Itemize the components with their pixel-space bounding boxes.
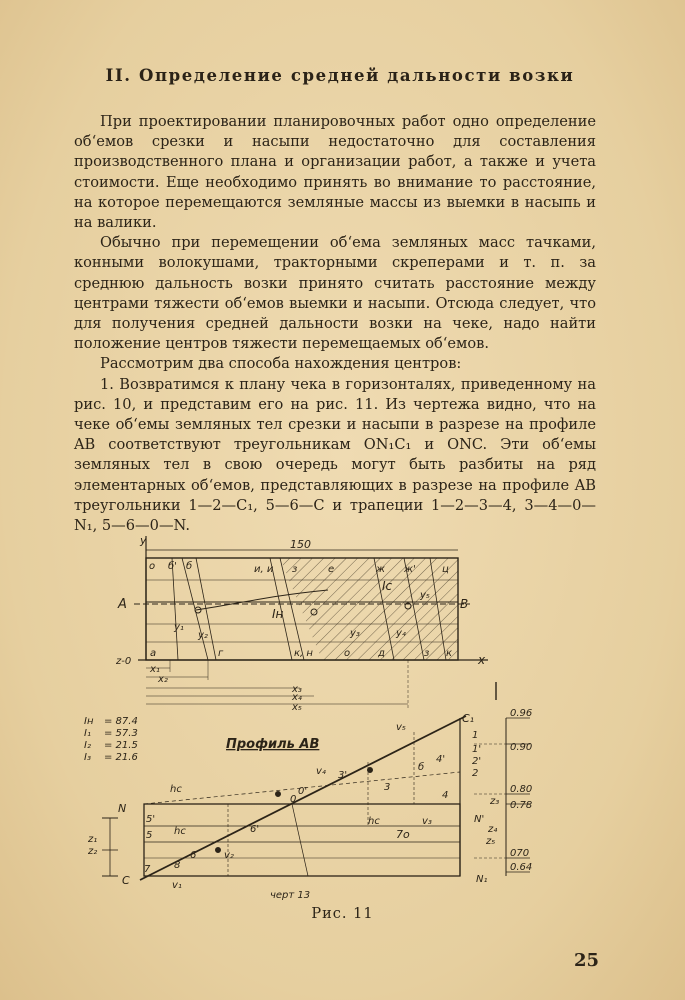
- profile-v4: v₄: [316, 766, 326, 777]
- profile-n1: N₁: [476, 874, 488, 885]
- profile-hc-3: hс: [368, 816, 380, 827]
- profile-z5: z₅: [486, 836, 496, 847]
- plan-in: Iн: [272, 607, 284, 621]
- plan-bottom-a: а: [150, 648, 157, 659]
- profile-hc-2: hс: [174, 826, 186, 837]
- paragraph-3: Рассмотрим два способа нахождения центров:: [100, 355, 462, 373]
- profile-2: 2: [472, 768, 479, 779]
- profile-3: 3: [384, 782, 391, 793]
- plan-x2: x₂: [158, 674, 168, 685]
- legend-key-2: I₂: [84, 740, 91, 751]
- plan-bottom-k: к: [446, 648, 453, 659]
- plan-top-zh: ж: [376, 564, 386, 575]
- profile-title: Профиль AB: [226, 737, 320, 752]
- plan-x3: x₃: [292, 684, 302, 695]
- body-text: [74, 112, 596, 536]
- profile-4: 4: [442, 790, 449, 801]
- profile-v5: v₅: [396, 722, 406, 733]
- plan-top-b1: б': [168, 561, 177, 572]
- page-number: 25: [574, 950, 600, 971]
- profile-1: 1: [472, 730, 479, 741]
- scale-090: 0.90: [510, 742, 533, 753]
- scale-078: 0.78: [510, 800, 533, 811]
- profile-0p: 0': [298, 786, 308, 797]
- plan-axis-y: y: [140, 534, 147, 547]
- profile-v2: v₂: [224, 850, 234, 861]
- plan-top-z: з: [292, 564, 298, 575]
- profile-2p: 2': [472, 756, 482, 767]
- plan-top-o: о: [149, 561, 156, 572]
- profile-z2: z₂: [88, 846, 98, 857]
- profile-hc-1: hc: [170, 784, 182, 795]
- plan-width-label: 150: [290, 538, 311, 551]
- legend-value-1: = 57.3: [104, 728, 138, 739]
- plan-origin: z-0: [116, 656, 132, 667]
- moment-legend: [84, 716, 138, 763]
- plan-bottom-o: о: [344, 648, 351, 659]
- profile-v1: v₁: [172, 880, 182, 891]
- profile-z3: z₃: [490, 796, 500, 807]
- plan-axis-x: x: [478, 653, 486, 667]
- plan-y2: y₂: [198, 630, 208, 641]
- legend-value-2: = 21.5: [104, 740, 138, 751]
- profile-7o: 7o: [396, 828, 410, 841]
- drawing-note: черт 13: [270, 890, 311, 901]
- plan-x5: x₅: [292, 702, 302, 713]
- plan-top-zh1: ж': [404, 564, 416, 575]
- profile-5: 5: [146, 830, 153, 841]
- profile-6: 6: [190, 850, 197, 861]
- plan-y3: y₃: [350, 628, 360, 639]
- plan-y1: y₁: [174, 622, 184, 633]
- legend-value-n: = 87.4: [104, 716, 138, 727]
- profile-5p: 5': [146, 814, 156, 825]
- paragraph-4: 1. Возвратимся к плану чека в горизонталях, приведенному на рис. 10, и представим его на рис. 11. Из чертежа видно, что на чеке об‘емы земляных тел срезки и насыпи в разрезе на профиле AB соответствуют треугольникам ON₁C₁ и ONC. Эти об‘емы земляных тел в свою очередь могут быть разбиты на ряд элементарных об‘емов, представляющих в разрезе на профиле AB треугольники 1—2—C₁, 5—6—C и трапеции 1—2—3—4, 3—4—0—N₁, 5—6—0—N.: [74, 375, 596, 535]
- scale-096: 0.96: [510, 708, 533, 719]
- paragraph-2: Обычно при перемещении об‘ема земляных масс тачками, конными волокушами, тракторными скреперами и т. п. за среднюю дальность возки принято считать расстояние между центрами тяжести об‘емов выемки и насыпи. Отсюда следует, что для получения средней дальности возки на чеке, надо найти положение центров тяжести перемещаемых об‘емов.: [74, 234, 596, 353]
- plan-label-b: B: [460, 597, 469, 611]
- figure-caption: Рис. 11: [311, 906, 374, 922]
- plan-y5: y₅: [420, 590, 430, 601]
- profile-1p: 1': [472, 744, 482, 755]
- legend-value-3: = 21.6: [104, 752, 138, 763]
- profile-c: C: [122, 874, 130, 887]
- scale-070: 070: [510, 848, 530, 859]
- profile-0: 0: [290, 794, 297, 805]
- plan-bottom-d: д: [378, 648, 385, 659]
- plan-label-a: A: [118, 597, 127, 612]
- profile-z4: z₄: [488, 824, 498, 835]
- plan-top-i: и, и: [254, 564, 274, 575]
- profile-n: N: [118, 802, 127, 815]
- profile-n-prime: N': [474, 814, 485, 825]
- paragraph-1: При проектировании планировочных работ одно определение об‘емов срезки и насыпи недостаточно для составления производственного плана и организации работ, а также и учета стоимости. Еще необходимо принять во внимание то расстояние, на которое перемещаются земляные массы из выемки в насыпь и на валики.: [74, 113, 596, 232]
- plan-top-b: б: [186, 561, 193, 572]
- profile-b: б: [418, 762, 425, 773]
- plan-ic: Iс: [382, 579, 393, 593]
- profile-8: 8: [174, 860, 181, 871]
- profile-z1: z₁: [88, 834, 98, 845]
- scale-080: 0.80: [510, 784, 533, 795]
- plan-bottom-n: к, н: [294, 648, 313, 659]
- figure-11: [78, 532, 618, 892]
- plan-top-e: е: [328, 564, 335, 575]
- section-heading: II. Определение средней дальности возки: [105, 66, 575, 85]
- plan-top-ts: ц: [442, 564, 449, 575]
- plan-x4: x₄: [292, 692, 302, 703]
- scale-064: 0.64: [510, 862, 533, 873]
- plan-x1: x₁: [150, 664, 160, 675]
- plan-bottom-z: з: [424, 648, 430, 659]
- legend-key-1: I₁: [84, 728, 91, 739]
- plan-bottom-g: г: [218, 648, 224, 659]
- profile-v3: v₃: [422, 816, 432, 827]
- profile-7: 7: [144, 864, 151, 875]
- profile-c1: C₁: [462, 712, 475, 725]
- profile-labels: [87, 708, 532, 891]
- profile-6p: 6': [250, 824, 260, 835]
- legend-key-3: I₃: [84, 752, 91, 763]
- legend-key-n: Iн: [84, 716, 94, 727]
- plan-y4: y₄: [396, 628, 406, 639]
- profile-4p: 4': [436, 754, 446, 765]
- profile-3p: 3': [338, 770, 348, 781]
